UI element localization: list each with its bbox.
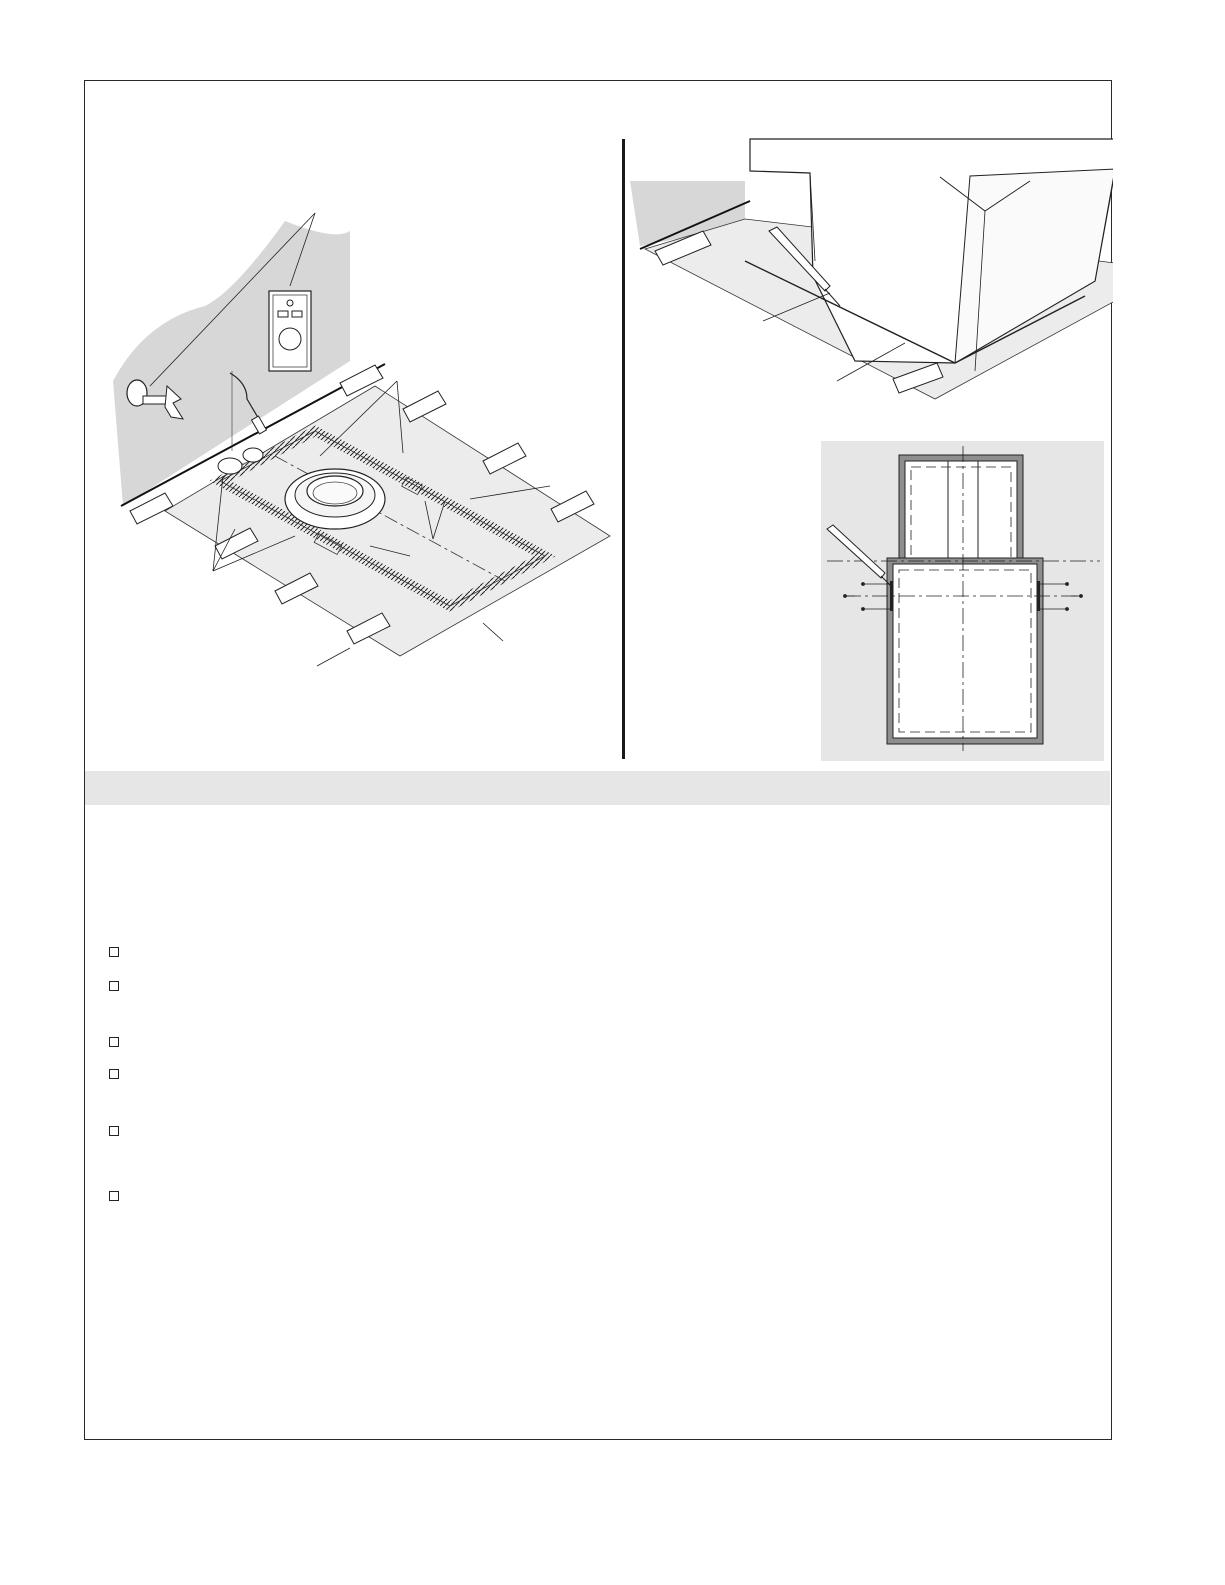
right-figure-tracing (630, 139, 1113, 399)
electrical-outlet-illustration (269, 291, 311, 371)
checklist-item (109, 1191, 1089, 1201)
section-header-band (85, 771, 1110, 805)
checklist-item (109, 1037, 1089, 1047)
installation-illustrations (85, 81, 1113, 771)
figure-divider (622, 139, 625, 759)
checklist-item (109, 1069, 1089, 1079)
checklist-item (109, 981, 1089, 991)
right-figure-top-view (821, 441, 1104, 761)
toilet-flange (285, 469, 385, 529)
left-figure-template (113, 213, 610, 666)
checkbox[interactable] (109, 1126, 119, 1136)
checkbox[interactable] (109, 947, 119, 957)
checklist-item (109, 1126, 1089, 1136)
checkbox[interactable] (109, 981, 119, 991)
document-frame (84, 80, 1112, 1440)
checkbox[interactable] (109, 1191, 119, 1201)
checkbox[interactable] (109, 1069, 119, 1079)
checklist-item (109, 947, 1089, 957)
checkbox[interactable] (109, 1037, 119, 1047)
